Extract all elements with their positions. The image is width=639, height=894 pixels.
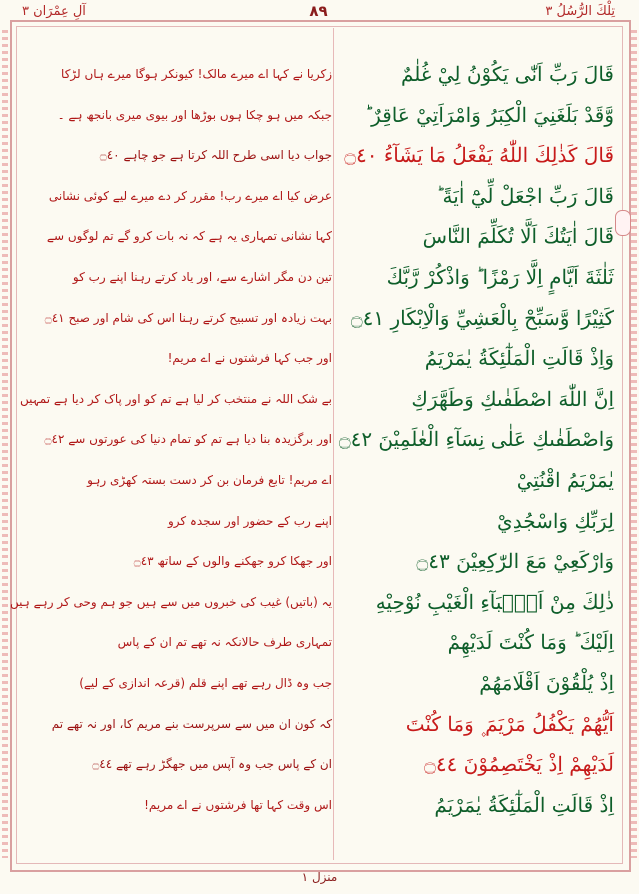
urdu-translation: تمہاری طرف حالانکہ نہ تھے تم ان کے پاس <box>117 635 332 650</box>
arabic-text: اِذْ قَالَتِ الْمَلٰٓئِكَةُ يٰمَرْيَمُ <box>434 792 614 817</box>
urdu-translation: جبکہ میں ہو چکا ہوں بوڑھا اور بیوی میری بانجھ ہے ۔ <box>57 107 332 122</box>
page-footer: منزل ١ <box>301 870 338 884</box>
verse-row <box>18 704 618 745</box>
verse-row <box>18 176 618 217</box>
verse-row <box>18 135 618 176</box>
verse-row <box>18 460 618 501</box>
arabic-text: قَالَ رَبِّ اجْعَلْ لِّيْٓ اٰيَةً ؕ <box>436 183 614 208</box>
verse-row <box>18 257 618 298</box>
arabic-text: لَدَيْهِمْ اِذْ يَخْتَصِمُوْنَ ۝٤٤ <box>424 752 614 777</box>
urdu-translation: بہت زیادہ اور تسبیح کرتے رہنا اس کی شام اور صبح ۝٤١ <box>44 310 332 325</box>
arabic-text: ذٰلِكَ مِنْ اَنْۢبَآءِ الْغَيْبِ نُوْحِيْهِ <box>375 589 614 614</box>
urdu-translation: اور جھکا کرو جھکنے والوں کے ساتھ ۝٤٣ <box>133 554 332 569</box>
arabic-text: اِنَّ اللّٰهَ اصْطَفٰىكِ وَطَهَّرَكِ <box>411 386 614 411</box>
urdu-translation: اور برگزیدہ بنا دیا ہے تم کو تمام دنیا کی عورتوں سے ۝٤٢ <box>44 432 332 447</box>
arabic-text: وَّقَدْ بَلَغَنِيَ الْكِبَرُ وَامْرَاَتِيْ عَاقِرٌ ؕ <box>364 102 614 127</box>
arabic-text: قَالَ رَبِّ اَنّٰى يَكُوْنُ لِيْ غُلٰمٌ <box>400 62 614 86</box>
verse-row <box>18 54 618 95</box>
urdu-translation: اے مریم! تابع فرمان بن کر دست بستہ کھڑی رہو <box>87 472 332 487</box>
urdu-translation: اس وقت کہا تھا فرشتوں نے اے مریم! <box>144 797 332 812</box>
verse-row <box>18 298 618 339</box>
urdu-translation: یہ (باتیں) غیب کی خبروں میں سے ہیں جو ہم وحی کر رہے ہیں <box>10 594 332 609</box>
arabic-text: لِرَبِّكِ وَاسْجُدِيْ <box>497 508 614 533</box>
verse-row <box>18 419 618 460</box>
urdu-translation: اور جب کہا فرشتوں نے اے مریم! <box>167 351 332 366</box>
arabic-text: وَارْكَعِيْ مَعَ الرّٰكِعِيْنَ ۝٤٣ <box>416 549 614 574</box>
arabic-text: ثَلٰثَةَ اَيَّامٍ اِلَّا رَمْزًا ؕ وَاذْكُرْ رَّبَّكَ <box>386 264 614 289</box>
verse-row <box>18 95 618 136</box>
arabic-text: اِلَيْكَ ؕ وَمَا كُنْتَ لَدَيْهِمْ <box>447 630 614 655</box>
surah-title: آلِ عِمْرَان ٣ <box>22 4 86 19</box>
arabic-text: اَيُّهُمْ يَكْفُلُ مَرْيَمَ ۪ وَمَا كُنْتَ <box>405 711 614 736</box>
verse-row <box>18 501 618 542</box>
arabic-text: اِذْ يُلْقُوْنَ اَقْلَامَهُمْ <box>479 670 614 695</box>
arabic-text: يٰمَرْيَمُ اقْنُتِيْ <box>516 467 614 492</box>
urdu-translation: ان کے پاس جب وہ آپس میں جھگڑ رہے تھے ۝٤٤ <box>92 757 332 772</box>
arabic-text: كَثِيْرًا وَّسَبِّحْ بِالْعَشِيِّ وَالْاِبْكَارِ ۝٤١ <box>350 305 614 330</box>
urdu-translation: اپنے رب کے حضور اور سجدہ کرو <box>167 513 332 528</box>
verse-row <box>18 663 618 704</box>
verse-row <box>18 622 618 663</box>
urdu-translation: تین دن مگر اشارے سے، اور یاد کرتے رہنا اپنے رب کو <box>72 269 332 284</box>
urdu-translation: کہا نشانی تمہاری یہ ہے کہ نہ بات کرو گے تم لوگوں سے <box>46 229 332 244</box>
verse-list <box>10 54 618 825</box>
urdu-translation: بے شک اللہ نے منتخب کر لیا ہے تم کو اور پاک کر دیا ہے تمہیں <box>20 391 332 406</box>
verse-row <box>18 541 618 582</box>
arabic-text: وَاِذْ قَالَتِ الْمَلٰٓئِكَةُ يٰمَرْيَمُ <box>424 346 614 371</box>
urdu-translation: زکریا نے کہا اے میرے مالک! کیونکر ہوگا میرے ہاں لڑکا <box>61 67 332 81</box>
page-header <box>16 2 621 22</box>
page-number: ٨٩ <box>309 2 328 20</box>
juz-title: تِلْكَ الرُّسُلُ ٣ <box>545 4 615 19</box>
right-border-ornament <box>631 30 637 858</box>
verse-row <box>10 582 618 623</box>
verse-row <box>18 216 618 257</box>
urdu-translation: جواب دیا اسی طرح اللہ کرتا ہے جو چاہے ۝٤٠ <box>99 148 332 163</box>
urdu-translation: عرض کیا اے میرے رب! مقرر کر دے میرے لیے کوئی نشانی <box>48 188 332 203</box>
arabic-text: قَالَ كَذٰلِكَ اللّٰهُ يَفْعَلُ مَا يَشَآءُ ۝٤٠ <box>344 143 614 168</box>
arabic-text: وَاصْطَفٰىكِ عَلٰى نِسَآءِ الْعٰلَمِيْنَ ۝٤٢ <box>338 427 614 452</box>
urdu-translation: جب وہ ڈال رہے تھے اپنے قلم (قرعہ اندازی کے لیے) <box>79 675 332 690</box>
verse-row <box>18 744 618 785</box>
verse-row <box>18 379 618 420</box>
verse-row <box>18 338 618 379</box>
left-border-ornament <box>2 30 8 858</box>
verse-row <box>18 785 618 826</box>
urdu-translation: کہ کون ان میں سے سرپرست بنے مریم کا، اور نہ تھے تم <box>51 716 332 731</box>
arabic-text: قَالَ اٰيَتُكَ اَلَّا تُكَلِّمَ النَّاسَ <box>422 224 614 249</box>
